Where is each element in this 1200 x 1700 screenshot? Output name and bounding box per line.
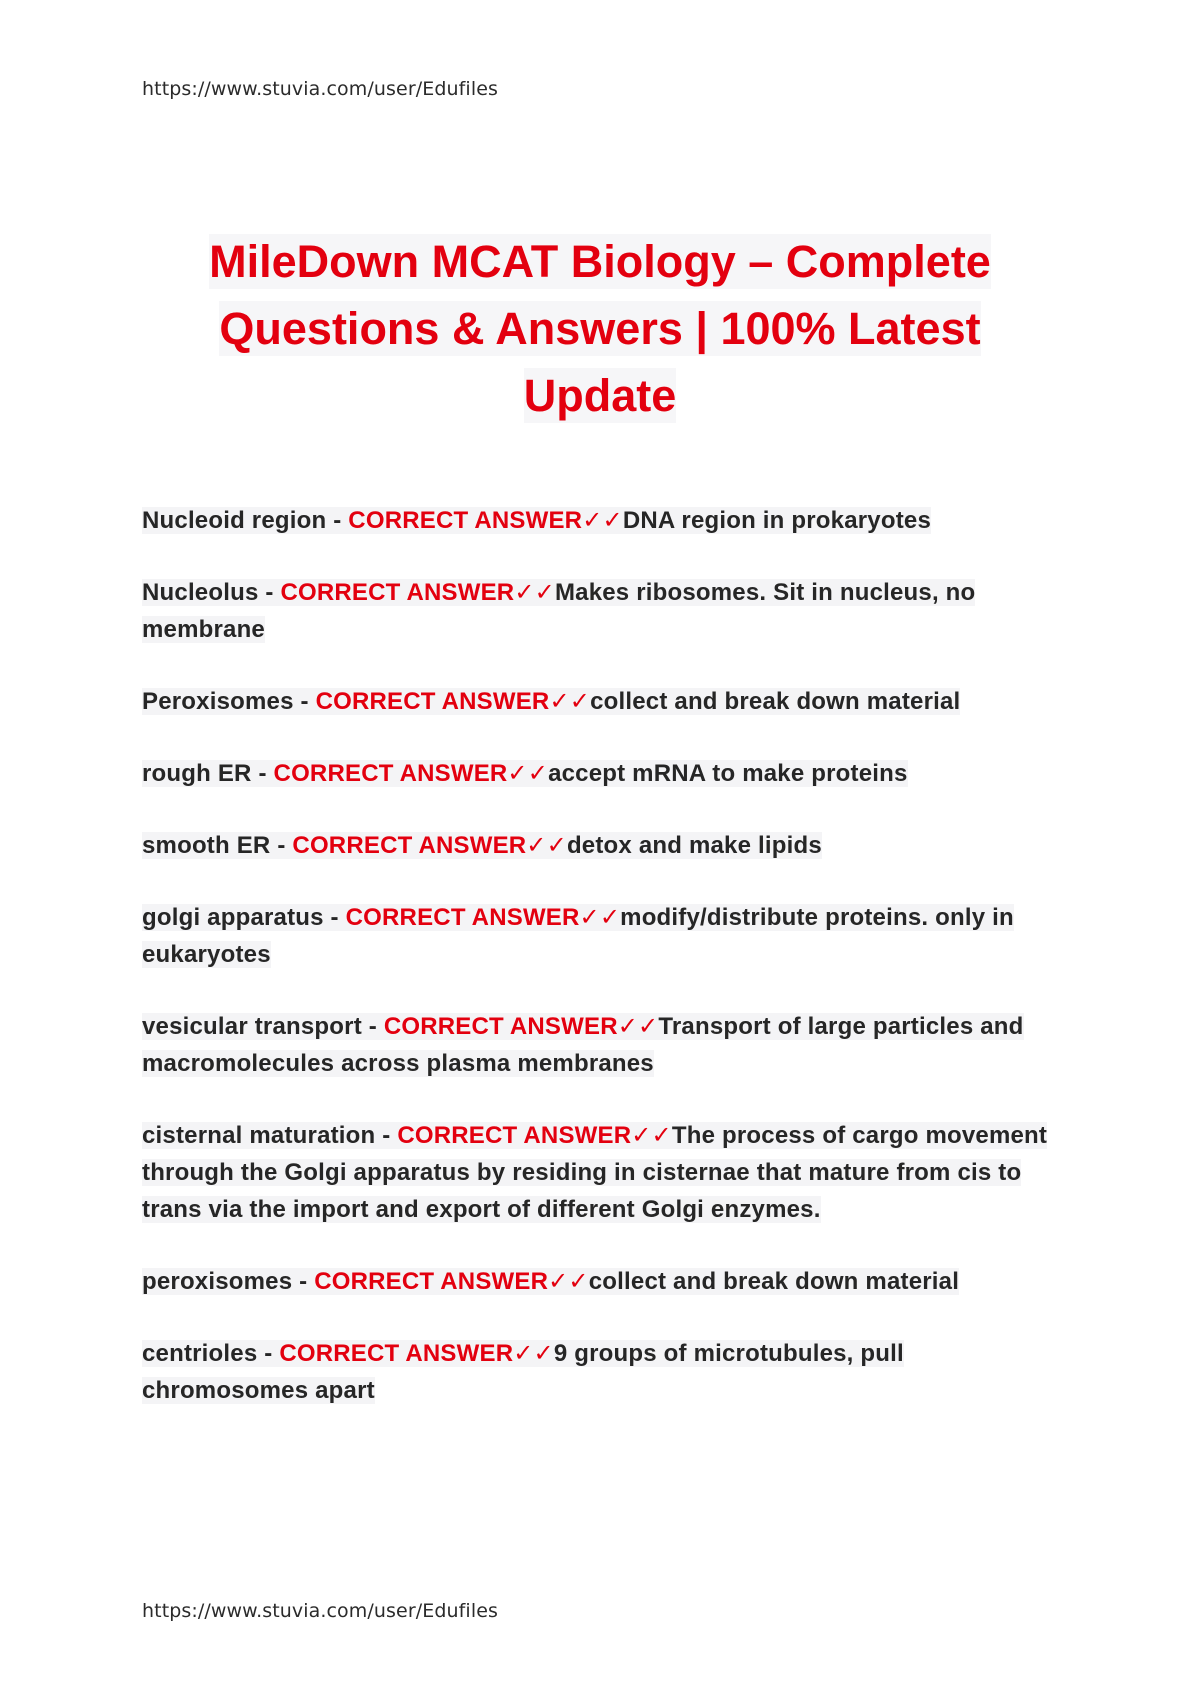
qa-answer: collect and break down material — [588, 1268, 960, 1295]
qa-term: centrioles — [142, 1340, 258, 1367]
correct-answer-marker: CORRECT ANSWER✓✓ — [348, 507, 623, 534]
qa-separator: - — [326, 507, 349, 534]
qa-term: rough ER — [142, 760, 252, 787]
qa-answer: collect and break down material — [590, 688, 961, 715]
qa-item — [142, 1117, 1062, 1228]
correct-answer-marker: CORRECT ANSWER✓✓ — [292, 832, 567, 859]
qa-separator: - — [270, 832, 293, 859]
qa-term: cisternal maturation — [142, 1122, 376, 1149]
qa-term: Nucleoid region — [142, 507, 327, 534]
qa-answer: The process of cargo movement through the Golgi apparatus by residing in cisternae that mature from cis to trans via the import and export of different Golgi enzymes. — [142, 1122, 1048, 1223]
document-title — [142, 228, 1058, 429]
qa-separator: - — [375, 1122, 398, 1149]
correct-answer-marker: CORRECT ANSWER✓✓ — [315, 688, 591, 715]
qa-item — [142, 827, 1062, 864]
qa-item — [142, 574, 1062, 648]
qa-answer: Transport of large particles and macromolecules across plasma membranes — [142, 1013, 1024, 1077]
qa-answer: 9 groups of microtubules, pull chromosomes apart — [142, 1340, 904, 1404]
qa-term: vesicular transport — [142, 1013, 362, 1040]
qa-item — [142, 502, 1062, 539]
qa-item — [142, 683, 1062, 720]
document-title-text: MileDown MCAT Biology – Complete Questions & Answers | 100% Latest Update — [209, 236, 991, 421]
header-url: https://www.stuvia.com/user/Edufiles — [142, 78, 498, 100]
qa-term: golgi apparatus — [142, 904, 324, 931]
footer-url: https://www.stuvia.com/user/Edufiles — [142, 1600, 498, 1622]
qa-separator: - — [293, 688, 316, 715]
qa-separator: - — [323, 904, 346, 931]
qa-separator: - — [292, 1268, 315, 1295]
correct-answer-marker: CORRECT ANSWER✓✓ — [345, 904, 621, 931]
qa-term: Peroxisomes — [142, 688, 294, 715]
qa-answer: modify/distribute proteins. only in eukaryotes — [142, 904, 1014, 968]
qa-separator: - — [258, 579, 281, 606]
qa-answer: accept mRNA to make proteins — [548, 760, 908, 787]
correct-answer-marker: CORRECT ANSWER✓✓ — [314, 1268, 589, 1295]
qa-separator: - — [257, 1340, 280, 1367]
qa-separator: - — [251, 760, 274, 787]
qa-item — [142, 1335, 1062, 1409]
qa-term: peroxisomes — [142, 1268, 293, 1295]
qa-answer: Makes ribosomes. Sit in nucleus, no membrane — [142, 579, 976, 643]
qa-list — [142, 502, 1062, 1444]
qa-item — [142, 755, 1062, 792]
qa-term: Nucleolus — [142, 579, 259, 606]
qa-item — [142, 899, 1062, 973]
qa-term: smooth ER — [142, 832, 271, 859]
qa-answer: detox and make lipids — [566, 832, 822, 859]
qa-answer: DNA region in prokaryotes — [622, 507, 931, 534]
correct-answer-marker: CORRECT ANSWER✓✓ — [280, 579, 555, 606]
correct-answer-marker: CORRECT ANSWER✓✓ — [397, 1122, 672, 1149]
qa-item — [142, 1008, 1062, 1082]
qa-separator: - — [361, 1013, 384, 1040]
correct-answer-marker: CORRECT ANSWER✓✓ — [383, 1013, 659, 1040]
correct-answer-marker: CORRECT ANSWER✓✓ — [279, 1340, 554, 1367]
correct-answer-marker: CORRECT ANSWER✓✓ — [273, 760, 549, 787]
qa-item — [142, 1263, 1062, 1300]
